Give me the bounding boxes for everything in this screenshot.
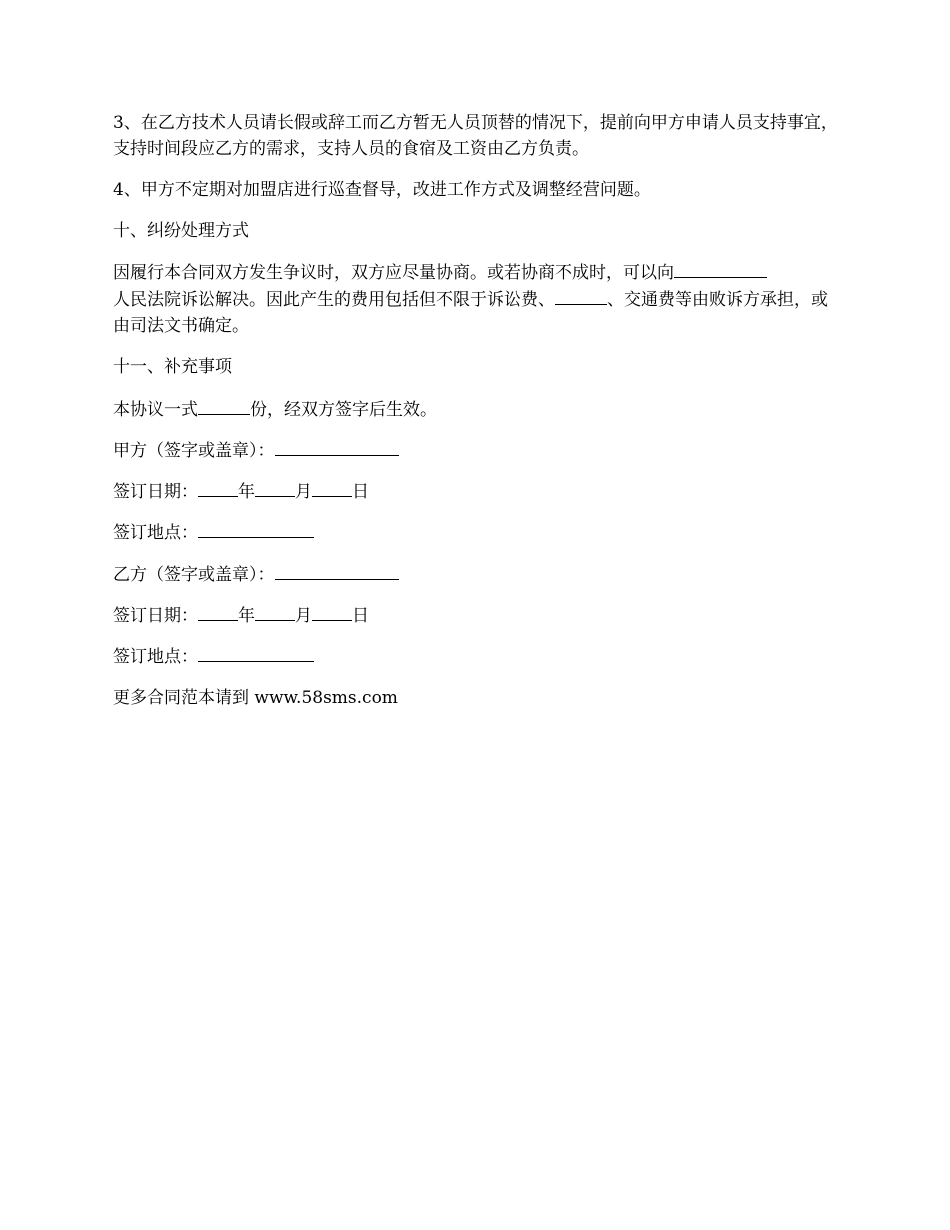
copies-text-b: 份，经双方签字后生效。 — [250, 399, 437, 420]
year-blank[interactable] — [198, 478, 238, 497]
fee-blank[interactable] — [555, 286, 607, 305]
party-b-signature-blank[interactable] — [275, 561, 399, 580]
copies-text-a: 本协议一式 — [113, 399, 198, 420]
party-a-date-line — [113, 478, 838, 504]
date-label: 签订日期： — [113, 606, 198, 627]
party-b-place-line — [113, 643, 838, 669]
section-heading-11: 十一、补充事项 — [113, 357, 232, 378]
court-blank[interactable] — [674, 259, 767, 278]
dispute-text-a: 因履行本合同双方发生争议时，双方应尽量协商。或若协商不成时，可以向 — [113, 263, 674, 284]
party-a-signature-blank[interactable] — [275, 437, 399, 456]
section-heading-10: 十、纠纷处理方式 — [113, 221, 249, 241]
place-blank[interactable] — [198, 643, 314, 662]
clause-3: 3、在乙方技术人员请长假或辞工而乙方暂无人员顶替的情况下，提前向甲方申请人员支持事宜，支持时间段应乙方的需求，支持人员的食宿及工资由乙方负责。 — [113, 113, 838, 159]
place-label: 签订地点： — [113, 523, 198, 544]
footer-more-templates: 更多合同范本请到 www.58sms.com — [113, 687, 398, 708]
copies-line — [113, 396, 838, 422]
party-a-signature-line — [113, 437, 838, 463]
dispute-text-b: 人民法院诉讼解决。因此产生的费用包括但不限于诉讼费、 — [113, 290, 555, 311]
party-b-date-line — [113, 602, 838, 628]
month-label: 月 — [295, 482, 312, 503]
day-label: 日 — [352, 482, 369, 503]
month-label: 月 — [295, 606, 312, 627]
year-label: 年 — [238, 606, 255, 627]
month-blank[interactable] — [255, 478, 295, 497]
party-b-signature-line — [113, 561, 838, 587]
party-b-label: 乙方（签字或盖章）： — [113, 564, 275, 585]
place-label: 签订地点： — [113, 647, 198, 668]
document-page — [113, 110, 838, 726]
year-label: 年 — [238, 482, 255, 503]
party-a-label: 甲方（签字或盖章）： — [113, 440, 275, 461]
date-label: 签订日期： — [113, 482, 198, 503]
day-label: 日 — [352, 606, 369, 627]
year-blank[interactable] — [198, 602, 238, 621]
copies-blank[interactable] — [198, 396, 250, 415]
party-a-place-line — [113, 519, 838, 545]
dispute-clause — [113, 259, 838, 339]
dispute-text-c: 、交通费等由败诉方承担，或由司法文书确定。 — [113, 290, 828, 337]
day-blank[interactable] — [312, 602, 352, 621]
day-blank[interactable] — [312, 478, 352, 497]
place-blank[interactable] — [198, 519, 314, 538]
month-blank[interactable] — [255, 602, 295, 621]
clause-4: 4、甲方不定期对加盟店进行巡查督导，改进工作方式及调整经营问题。 — [113, 180, 651, 200]
